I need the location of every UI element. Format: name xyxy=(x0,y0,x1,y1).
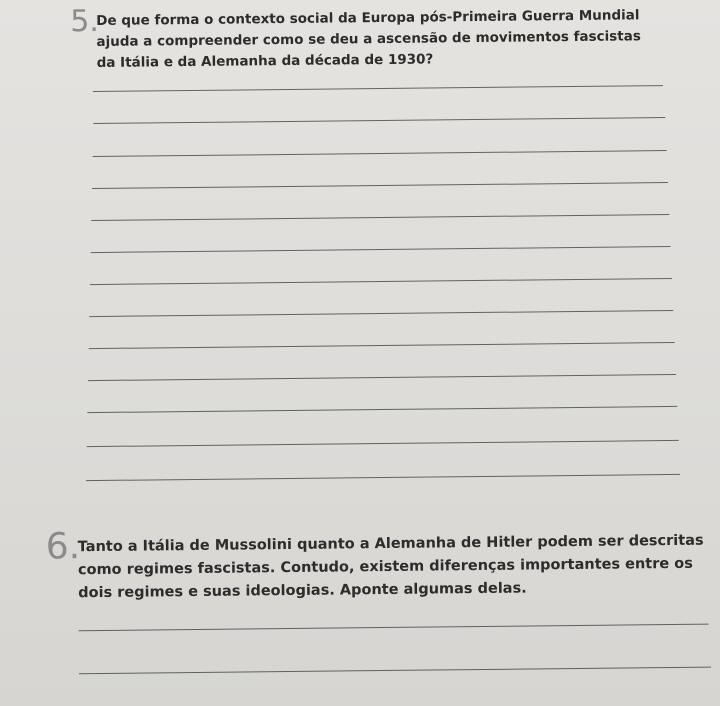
answer-line[interactable] xyxy=(90,278,672,285)
answer-line[interactable] xyxy=(93,85,663,92)
question-6-number: 6. xyxy=(45,526,81,568)
answer-line[interactable] xyxy=(88,374,676,381)
answer-line[interactable] xyxy=(89,342,675,349)
question-5-text: De que forma o contexto social da Europa pós-Primeira Guerra Mundial ajuda a compreender como se deu a ascensão de movimentos fascistas da Itália e da Alemanha da década de 1930? xyxy=(96,7,641,71)
answer-line[interactable] xyxy=(79,624,709,632)
answer-line[interactable] xyxy=(92,182,668,189)
question-6-text: Tanto a Itália de Mussolini quanto a Alemanha de Hitler podem ser descritas como regimes fascistas. Contudo, existem diferenças importantes entre os dois regimes e suas ideologias. Aponte algumas delas. xyxy=(77,532,704,602)
answer-line[interactable] xyxy=(91,214,669,221)
answer-line[interactable] xyxy=(91,246,671,253)
answer-line[interactable] xyxy=(87,406,677,413)
answer-line[interactable] xyxy=(93,150,667,157)
question-5-number: 5. xyxy=(70,3,100,40)
answer-line[interactable] xyxy=(87,440,679,447)
answer-line[interactable] xyxy=(89,310,673,317)
answer-line[interactable] xyxy=(86,474,680,481)
answer-line[interactable] xyxy=(79,667,711,675)
answer-line[interactable] xyxy=(93,117,665,124)
